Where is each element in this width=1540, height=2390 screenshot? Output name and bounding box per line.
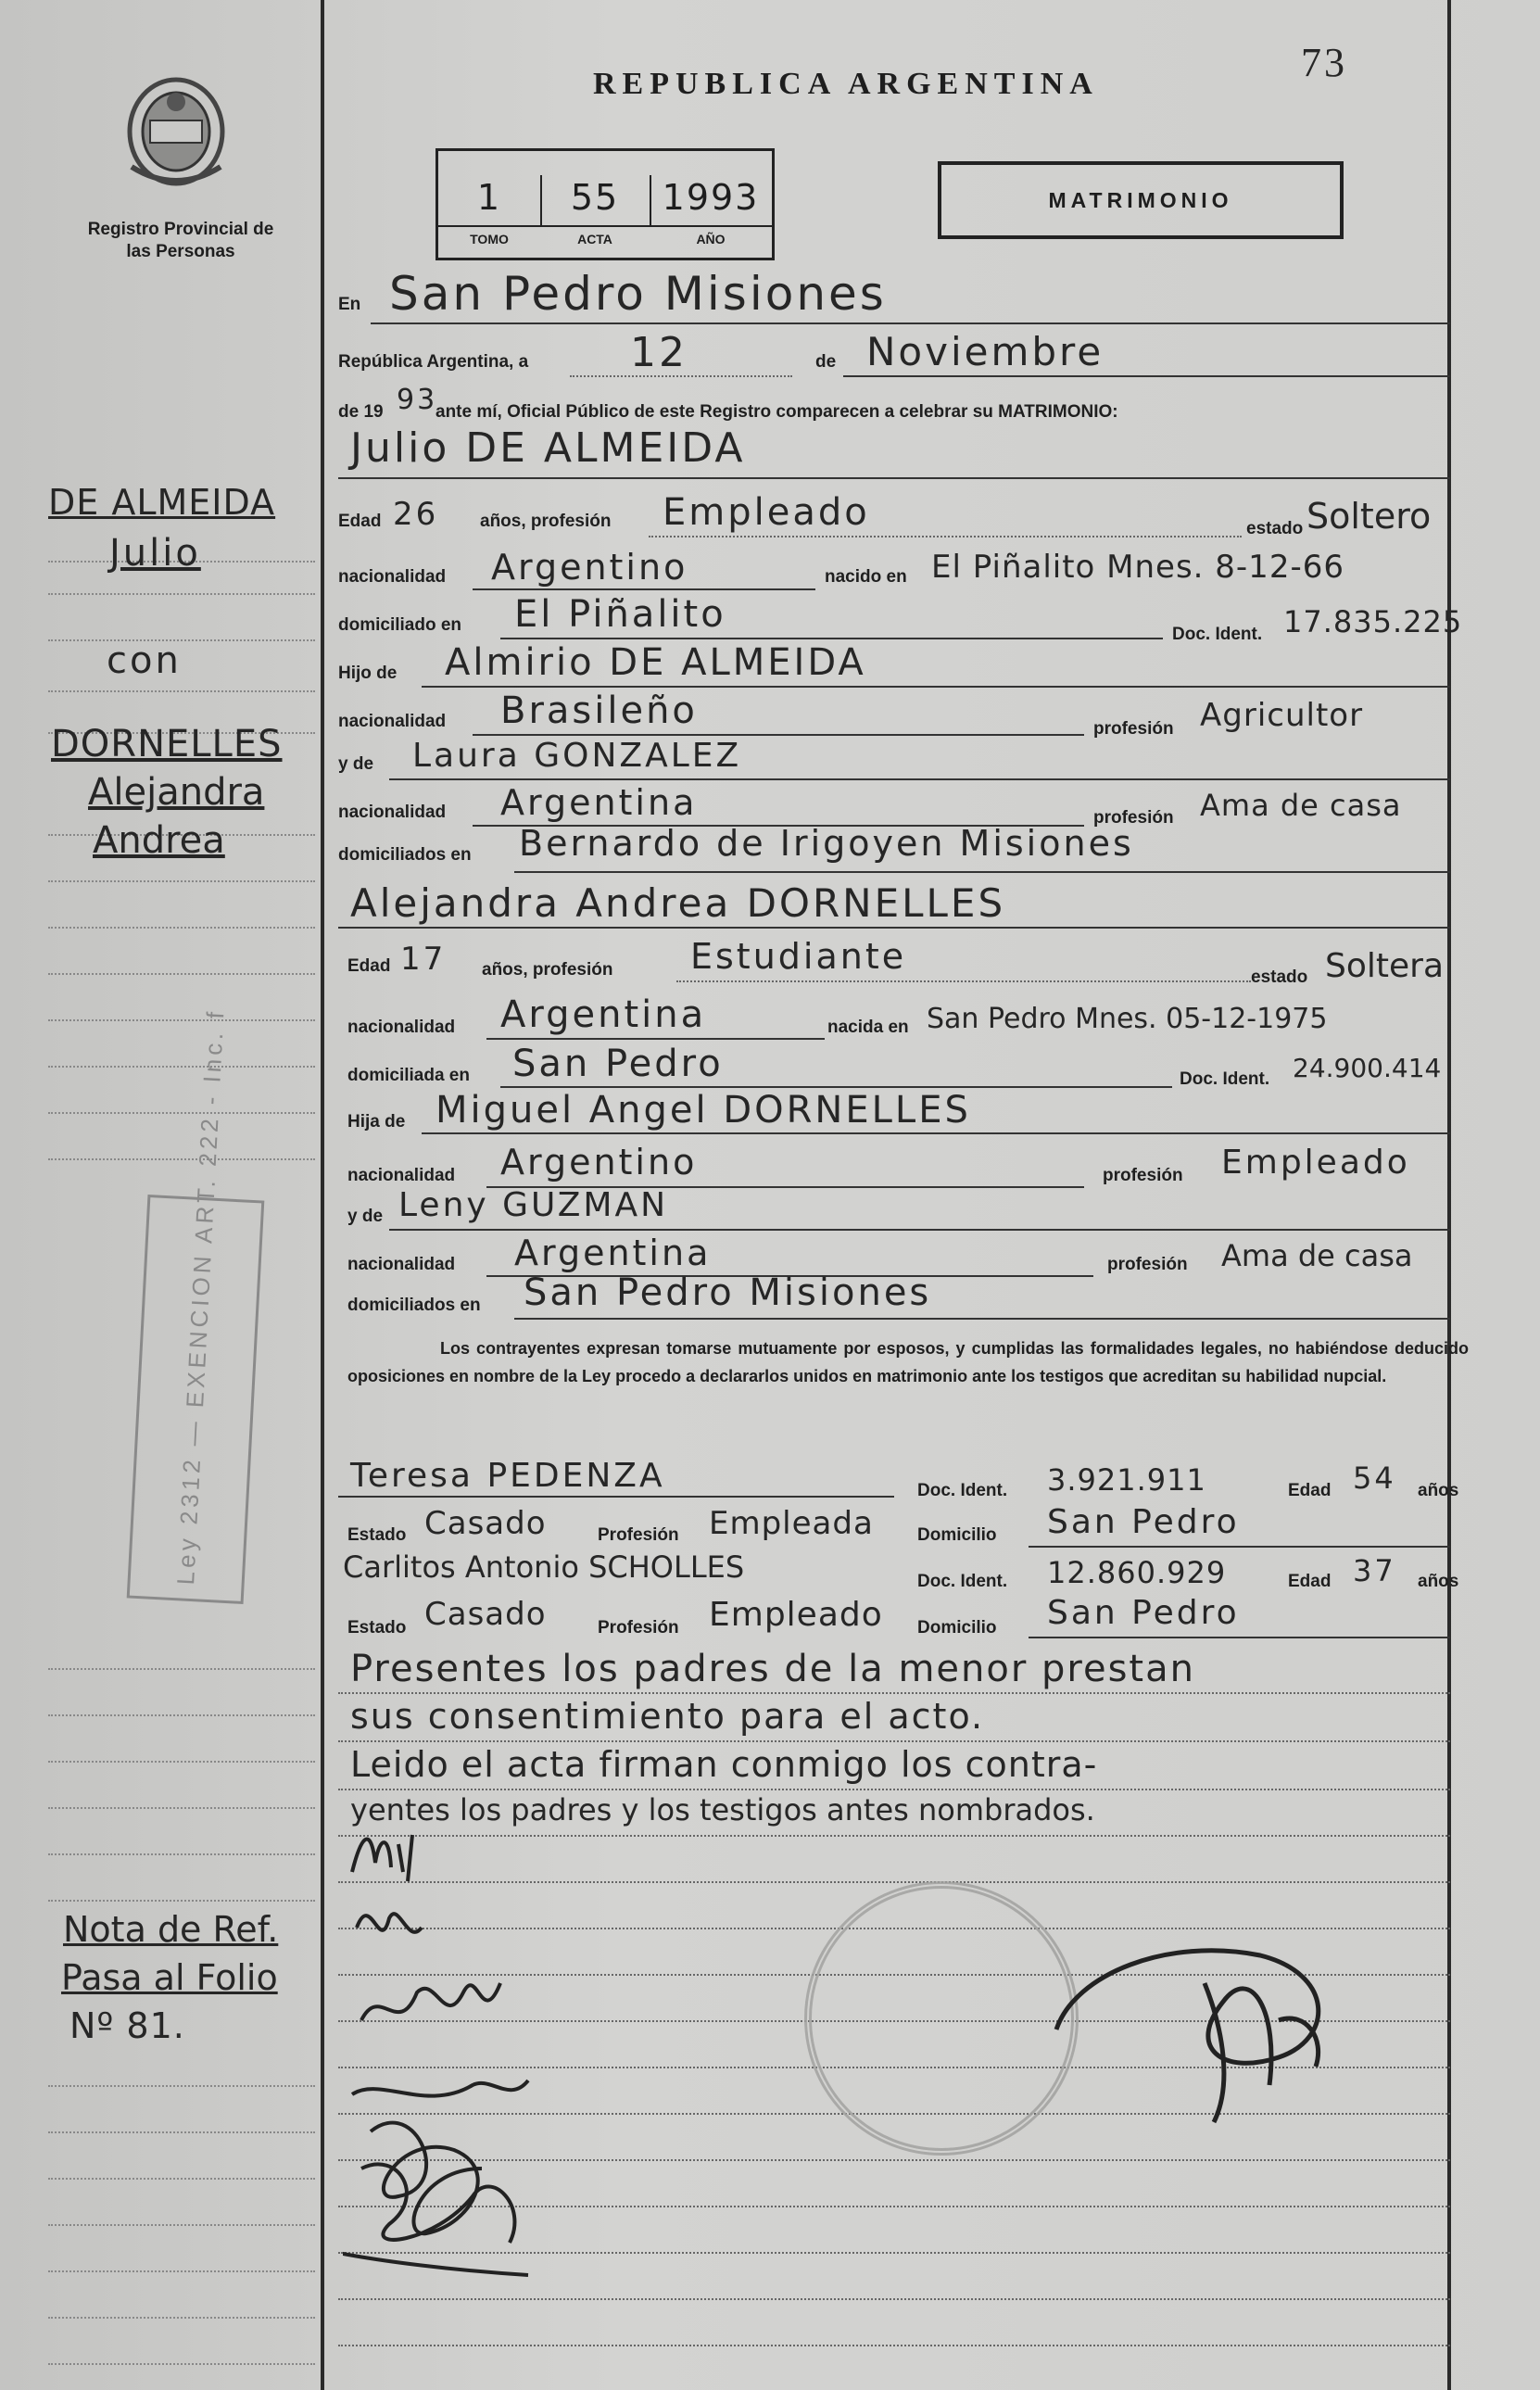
bride-name: Alejandra Andrea DORNELLES — [350, 880, 1006, 926]
country-title: REPUBLICA ARGENTINA — [593, 67, 1099, 101]
note-line-4: yentes los padres y los testigos antes nombrados. — [350, 1792, 1095, 1827]
coat-of-arms-icon — [122, 74, 230, 193]
groom-padre-prof-label: profesión — [1093, 719, 1174, 739]
anio-value: 1993 — [662, 177, 760, 218]
groom-madre-nac-label: nacionalidad — [338, 803, 447, 822]
groom-estado-label: estado — [1246, 519, 1304, 538]
note-line-2: sus consentimiento para el acto. — [350, 1696, 985, 1737]
witness2-doc: 12.860.929 — [1047, 1555, 1227, 1590]
ante-mi-text: ante mí, Oficial Público de este Registro comparecen a celebrar su MATRIMONIO: — [435, 402, 1118, 422]
bride-padre-prof: Empleado — [1221, 1144, 1410, 1182]
bride-madre-prof-label: profesión — [1107, 1255, 1188, 1274]
groom-nac-label: nacionalidad — [338, 567, 447, 587]
bride-dom-label: domiciliada en — [347, 1066, 470, 1085]
groom-yde-label: y de — [338, 754, 374, 774]
groom-madre-nac: Argentina — [500, 782, 698, 823]
bride-estado-label: estado — [1251, 967, 1308, 987]
act-type-box: MATRIMONIO — [938, 161, 1344, 239]
witness1-dom-label: Domicilio — [917, 1525, 997, 1545]
witness1-profesion: Empleada — [709, 1505, 874, 1542]
registry-name: Registro Provincial de las Personas — [87, 220, 274, 261]
year-prefix-label: de 19 — [338, 402, 384, 422]
witness1-name: Teresa PEDENZA — [350, 1457, 665, 1495]
record-box — [435, 148, 775, 260]
groom-edad-label: Edad — [338, 512, 382, 531]
bride-padres-dom: San Pedro Misiones — [524, 1271, 932, 1314]
margin-name1: Julio — [109, 532, 201, 575]
witness2-edad-label: Edad — [1288, 1572, 1332, 1591]
bride-yde-label: y de — [347, 1207, 384, 1226]
tomo-cell — [438, 175, 542, 247]
bride-padre: Miguel Angel DORNELLES — [435, 1089, 971, 1132]
party-signatures — [343, 1891, 584, 2280]
official-signature — [1038, 1900, 1371, 2141]
groom-anos-label: años, profesión — [480, 512, 612, 531]
witness1-domicilio: San Pedro — [1047, 1503, 1240, 1541]
bride-padres-dom-label: domiciliados en — [347, 1296, 481, 1315]
tomo-value: 1 — [476, 177, 502, 218]
witness2-name: Carlitos Antonio SCHOLLES — [343, 1549, 745, 1585]
bride-edad: 17 — [400, 941, 447, 978]
bride-hija-label: Hija de — [347, 1112, 406, 1132]
witness1-anos-label: años — [1418, 1481, 1459, 1500]
acta-value: 55 — [570, 177, 620, 218]
bride-nacionalidad: Argentina — [500, 993, 707, 1036]
initials-signature — [334, 1816, 482, 1891]
groom-domicilio: El Piñalito — [514, 593, 726, 636]
witness1-prof-label: Profesión — [598, 1525, 679, 1545]
tomo-label: TOMO — [438, 225, 540, 251]
bride-madre-nac: Argentina — [514, 1233, 712, 1273]
witness2-prof-label: Profesión — [598, 1618, 679, 1638]
bride-domicilio: San Pedro — [512, 1043, 724, 1085]
witness1-edad-label: Edad — [1288, 1481, 1332, 1500]
witness2-estado: Casado — [424, 1596, 547, 1633]
right-column-rule — [1447, 0, 1451, 2390]
groom-padre-prof: Agricultor — [1200, 697, 1364, 734]
place-value: San Pedro Misiones — [389, 267, 887, 321]
groom-nacido: El Piñalito Mnes. 8-12-66 — [931, 549, 1344, 586]
groom-padres-dom: Bernardo de Irigoyen Misiones — [519, 823, 1134, 864]
groom-madre: Laura GONZALEZ — [412, 737, 742, 775]
margin-note-3: Nº 81. — [69, 2005, 185, 2046]
day-value: 12 — [630, 329, 688, 376]
witness2-edad: 37 — [1353, 1553, 1396, 1588]
en-label: En — [338, 295, 361, 314]
exemption-stamp — [127, 1007, 265, 1604]
groom-doc: 17.835.225 — [1283, 604, 1463, 639]
acta-cell — [540, 175, 651, 247]
groom-doc-label: Doc. Ident. — [1172, 625, 1263, 644]
margin-surname1: DE ALMEIDA — [48, 482, 276, 523]
groom-nacido-label: nacido en — [825, 567, 907, 587]
witness1-doc: 3.921.911 — [1047, 1462, 1206, 1498]
margin-name2a: Alejandra — [88, 771, 265, 814]
anio-label: AÑO — [650, 225, 772, 251]
de-label: de — [815, 352, 837, 372]
bride-profesion: Estudiante — [690, 936, 907, 977]
margin-note-1: Nota de Ref. — [63, 1909, 279, 1950]
margin-name2b: Andrea — [93, 819, 225, 862]
bride-padre-prof-label: profesión — [1103, 1166, 1183, 1185]
bride-nacida: San Pedro Mnes. 05-12-1975 — [927, 1003, 1328, 1035]
bride-madre-nac-label: nacionalidad — [347, 1255, 456, 1274]
bride-doc: 24.900.414 — [1293, 1053, 1442, 1083]
margin-con: con — [107, 639, 182, 682]
year-value: 93 — [397, 384, 438, 416]
groom-dom-label: domiciliado en — [338, 615, 462, 635]
stamp-text: Ley 2312 — EXENCION ART. 222 - Inc. f — [171, 1007, 230, 1586]
witness1-estado-label: Estado — [347, 1525, 407, 1545]
witness2-anos-label: años — [1418, 1572, 1459, 1591]
bride-madre-prof: Ama de casa — [1221, 1238, 1413, 1273]
bride-madre: Leny GUZMAN — [398, 1186, 669, 1224]
bride-nacida-label: nacida en — [827, 1018, 909, 1037]
groom-madre-prof: Ama de casa — [1200, 788, 1402, 823]
bride-doc-label: Doc. Ident. — [1180, 1069, 1270, 1089]
note-line-3: Leido el acta firman conmigo los contra- — [350, 1744, 1098, 1785]
left-column-rule — [321, 0, 324, 2390]
groom-padres-dom-label: domiciliados en — [338, 845, 472, 865]
witness2-domicilio: San Pedro — [1047, 1594, 1240, 1632]
groom-padre-nac-label: nacionalidad — [338, 712, 447, 731]
groom-padre: Almirio DE ALMEIDA — [445, 641, 866, 684]
acta-label: ACTA — [540, 225, 650, 251]
republica-label: República Argentina, a — [338, 352, 529, 372]
witness2-doc-label: Doc. Ident. — [917, 1572, 1008, 1591]
witness1-doc-label: Doc. Ident. — [917, 1481, 1008, 1500]
groom-madre-prof-label: profesión — [1093, 808, 1174, 828]
declaration-text: Los contrayentes expresan tomarse mutuamente por esposos, y cumplidas las formalidades legales, no habiéndose deducido oposiciones en nombre de la Ley procedo a declararlos unidos en matrimonio ante los testigos que acreditan su habilidad nupcial. — [347, 1339, 1469, 1385]
groom-padre-nac: Brasileño — [500, 689, 698, 732]
bride-padre-nac-label: nacionalidad — [347, 1166, 456, 1185]
month-value: Noviembre — [866, 329, 1105, 374]
groom-edad: 26 — [393, 496, 439, 533]
bride-edad-label: Edad — [347, 956, 391, 976]
groom-profesion: Empleado — [663, 491, 870, 534]
margin-note-2: Pasa al Folio — [61, 1957, 278, 1998]
groom-hijo-label: Hijo de — [338, 664, 398, 683]
margin-surname2: DORNELLES — [51, 723, 283, 765]
bride-nac-label: nacionalidad — [347, 1018, 456, 1037]
anio-cell — [650, 175, 772, 247]
witness1-estado: Casado — [424, 1505, 547, 1542]
groom-name: Julio DE ALMEIDA — [350, 424, 746, 472]
bride-padre-nac: Argentino — [500, 1142, 698, 1182]
groom-nacionalidad: Argentino — [491, 547, 688, 588]
groom-estado: Soltero — [1306, 496, 1432, 537]
witness1-edad: 54 — [1353, 1461, 1396, 1496]
page-number: 73 — [1301, 40, 1347, 85]
bride-estado: Soltera — [1325, 947, 1445, 985]
witness2-estado-label: Estado — [347, 1618, 407, 1638]
witness2-dom-label: Domicilio — [917, 1618, 997, 1638]
note-line-1: Presentes los padres de la menor prestan — [350, 1648, 1195, 1690]
bride-anos-label: años, profesión — [482, 960, 613, 980]
witness2-profesion: Empleado — [709, 1596, 883, 1634]
